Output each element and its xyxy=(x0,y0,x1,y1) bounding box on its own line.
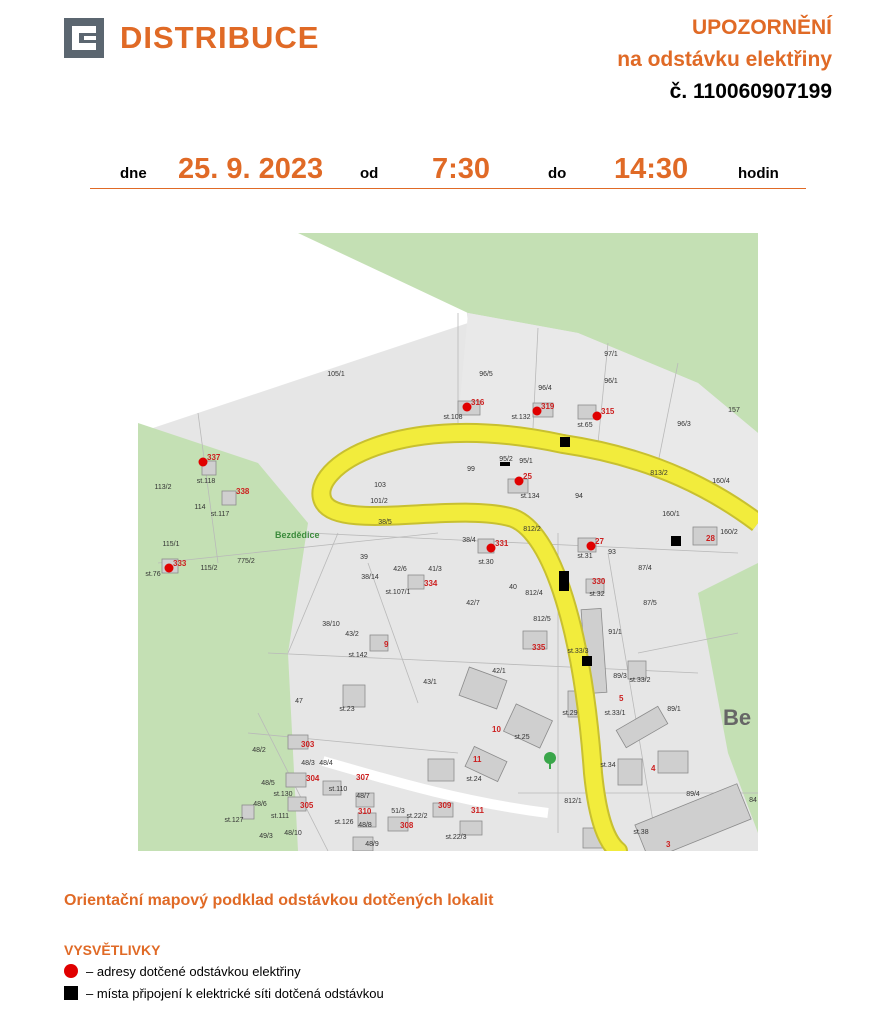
parcel-label: 48/7 xyxy=(356,793,370,800)
legend-item-connection-points xyxy=(64,986,384,1001)
house-number-label: 9 xyxy=(384,640,389,649)
parcel-label: 114 xyxy=(194,504,206,511)
od-label: od xyxy=(360,165,379,182)
house-number-label: 338 xyxy=(236,487,250,496)
parcel-label: 84 xyxy=(749,797,757,804)
parcel-label: 157 xyxy=(728,407,740,414)
parcel-label: 48/4 xyxy=(319,760,333,767)
house-number-label: 337 xyxy=(207,453,221,462)
legend-title: VYSVĚTLIVKY xyxy=(64,942,161,958)
parcel-label: st.107/1 xyxy=(385,589,411,596)
parcel-label: st.33/2 xyxy=(629,677,651,684)
parcel-label: st.108 xyxy=(443,414,463,421)
parcel-label: 87/4 xyxy=(638,565,652,572)
parcel-label: st.134 xyxy=(520,493,540,500)
parcel-label: st.118 xyxy=(196,478,216,485)
parcel-label: 87/5 xyxy=(643,600,657,607)
house-number-label: 27 xyxy=(595,537,604,546)
house-number-label: 307 xyxy=(356,773,370,782)
outage-map xyxy=(138,233,758,851)
parcel-label: 93 xyxy=(608,549,616,556)
parcel-label: 43/1 xyxy=(423,679,437,686)
parcel-label: 96/1 xyxy=(604,378,618,385)
parcel-label: 42/1 xyxy=(492,668,506,675)
house-number-label: 303 xyxy=(301,740,315,749)
house-number-label: 335 xyxy=(532,643,546,652)
parcel-label: 115/2 xyxy=(200,565,218,572)
house-number-label: 316 xyxy=(471,398,485,407)
house-number-label: 305 xyxy=(300,801,314,810)
parcel-label: 101/2 xyxy=(370,498,388,505)
house-number-label: 311 xyxy=(471,806,484,815)
house-number-label: 5 xyxy=(619,694,624,703)
parcel-label: 812/5 xyxy=(533,616,551,623)
parcel-label: st.30 xyxy=(478,559,494,566)
parcel-label: 91/1 xyxy=(608,629,622,636)
outage-date-row xyxy=(90,148,806,189)
black-square-icon xyxy=(64,986,78,1000)
parcel-label: st.38 xyxy=(633,829,649,836)
parcel-label: 48/5 xyxy=(261,780,275,787)
parcel-label: 97/1 xyxy=(604,351,618,358)
parcel-label: st.32 xyxy=(589,591,605,598)
parcel-label: 812/2 xyxy=(523,526,541,533)
parcel-label: st.127 xyxy=(224,817,244,824)
parcel-label: 47 xyxy=(295,698,303,705)
parcel-label: 49/3 xyxy=(259,833,273,840)
do-label: do xyxy=(548,165,567,182)
parcel-label: st.24 xyxy=(466,776,482,783)
parcel-label: 105/1 xyxy=(327,371,345,378)
parcel-label: st.130 xyxy=(273,791,293,798)
house-number-label: 304 xyxy=(306,774,320,783)
house-number-label: 309 xyxy=(438,801,452,810)
parcel-label: st.76 xyxy=(145,571,161,578)
notice-number: č. 110060907199 xyxy=(669,80,832,103)
parcel-label: 812/4 xyxy=(525,590,543,597)
parcel-label: 95/2 xyxy=(499,456,513,463)
parcel-label: 113/2 xyxy=(154,484,172,491)
parcel-label: st.29 xyxy=(562,710,578,717)
parcel-label: 160/1 xyxy=(662,511,680,518)
notice-title: UPOZORNĚNÍ xyxy=(691,16,832,39)
parcel-label: 48/2 xyxy=(252,747,266,754)
parcel-label: 103 xyxy=(374,482,386,489)
brand-name: DISTRIBUCE xyxy=(120,20,320,55)
legend-label: – místa připojení k elektrické síti dotčená odstávkou xyxy=(86,986,384,1001)
parcel-label: 115/1 xyxy=(162,541,180,548)
legend-item-affected-addresses xyxy=(64,964,301,979)
parcel-label: 812/1 xyxy=(564,798,582,805)
house-number-label: 315 xyxy=(601,407,615,416)
edge-place-label: Be xyxy=(723,705,752,730)
parcel-label: 48/8 xyxy=(358,822,372,829)
parcel-label: 48/3 xyxy=(301,760,315,767)
parcel-label: 42/6 xyxy=(393,566,407,573)
parcel-label: 48/6 xyxy=(253,801,267,808)
parcel-label: 96/5 xyxy=(479,371,493,378)
parcel-label: 775/2 xyxy=(237,558,255,565)
parcel-label: 89/1 xyxy=(667,706,681,713)
parcel-label: 39 xyxy=(360,554,368,561)
parcel-label: 38/5 xyxy=(378,519,392,526)
time-from: 7:30 xyxy=(432,153,491,185)
parcel-label: st.33/1 xyxy=(604,710,626,717)
legend-label: – adresy dotčené odstávkou elektřiny xyxy=(86,964,301,979)
parcel-label: 160/2 xyxy=(720,529,738,536)
parcel-label: 95/1 xyxy=(519,458,533,465)
map-canvas xyxy=(138,233,758,851)
parcel-label: st.126 xyxy=(334,819,354,826)
parcel-label: 51/3 xyxy=(391,808,405,815)
parcel-label: st.142 xyxy=(348,652,368,659)
village-name-label: Bezdědice xyxy=(275,530,320,540)
parcel-label: 813/2 xyxy=(650,470,668,477)
parcel-label: st.23 xyxy=(339,706,355,713)
house-number-label: 331 xyxy=(495,539,509,548)
parcel-label: st.65 xyxy=(577,422,593,429)
parcel-label: 42/7 xyxy=(466,600,480,607)
parcel-label: 40 xyxy=(509,584,517,591)
house-number-label: 10 xyxy=(492,725,501,734)
parcel-label: 89/4 xyxy=(686,791,700,798)
house-number-label: 25 xyxy=(523,472,532,481)
time-to: 14:30 xyxy=(614,153,689,185)
parcel-label: 160/4 xyxy=(712,478,730,485)
house-number-label: 11 xyxy=(473,755,482,764)
parcel-label: 99 xyxy=(467,466,475,473)
parcel-label: st.132 xyxy=(511,414,531,421)
parcel-label: st.22/2 xyxy=(406,813,428,820)
parcel-label: 38/4 xyxy=(462,537,476,544)
house-number-label: 310 xyxy=(358,807,372,816)
house-number-label: 4 xyxy=(651,764,656,773)
parcel-label: st.117 xyxy=(210,511,230,518)
parcel-label: st.34 xyxy=(600,762,616,769)
house-number-label: 28 xyxy=(706,534,715,543)
parcel-label: 89/3 xyxy=(613,673,627,680)
notice-subtitle: na odstávku elektřiny xyxy=(617,48,832,71)
house-number-label: 3 xyxy=(666,840,671,849)
parcel-label: 94 xyxy=(575,493,583,500)
outage-date: 25. 9. 2023 xyxy=(178,153,324,185)
parcel-label: 38/14 xyxy=(361,574,379,581)
house-number-label: 333 xyxy=(173,559,187,568)
parcel-label: 38/10 xyxy=(322,621,340,628)
hodin-label: hodin xyxy=(738,165,779,182)
red-dot-icon xyxy=(64,964,78,978)
cez-logo-icon xyxy=(64,18,104,58)
parcel-label: st.111 xyxy=(270,813,290,820)
parcel-label: st.110 xyxy=(328,786,348,793)
parcel-label: st.33/3 xyxy=(567,648,589,655)
parcel-label: 41/3 xyxy=(428,566,442,573)
parcel-label: 48/9 xyxy=(365,841,379,848)
parcel-label: st.31 xyxy=(577,553,593,560)
parcel-label: 43/2 xyxy=(345,631,359,638)
parcel-label: 96/3 xyxy=(677,421,691,428)
parcel-label: st.22/3 xyxy=(445,834,467,841)
dne-label: dne xyxy=(120,165,147,182)
house-number-label: 308 xyxy=(400,821,414,830)
parcel-label: 96/4 xyxy=(538,385,552,392)
map-caption: Orientační mapový podklad odstávkou dotčených lokalit xyxy=(64,892,494,909)
parcel-label: 48/10 xyxy=(284,830,302,837)
parcel-label: st.25 xyxy=(514,734,530,741)
house-number-label: 319 xyxy=(541,402,555,411)
house-number-label: 334 xyxy=(424,579,438,588)
house-number-label: 330 xyxy=(592,577,606,586)
